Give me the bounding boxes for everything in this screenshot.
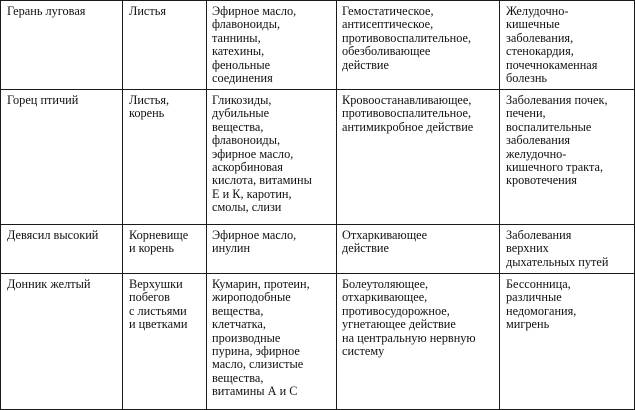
plant-part-cell: Листья, корень xyxy=(123,90,207,225)
pharmacological-action-cell: Болеутоляющее, отхаркивающее, противосудорожное, угнетающее действие на центральную нервную систему xyxy=(337,274,500,410)
plant-name-cell: Горец птичий xyxy=(1,90,123,225)
active-substances-cell: Эфирное масло, флавоноиды, таннины, катехины, фенольные соединения xyxy=(207,1,337,90)
pharmacological-action-cell: Гемостатическое, антисептическое, противовоспалительное, обезболивающее действие xyxy=(337,1,500,90)
table-row xyxy=(1,1,635,90)
indications-cell: Заболевания почек, печени, воспалительные заболевания желудочно- кишечного тракта, кровотечения xyxy=(500,90,635,225)
table-row xyxy=(1,225,635,274)
active-substances-cell: Гликозиды, дубильные вещества, флавоноиды, эфирное масло, аскорбиновая кислота, витамины E и К, каротин, смолы, слизи xyxy=(207,90,337,225)
active-substances-cell: Эфирное масло, инулин xyxy=(207,225,337,274)
pharmacological-action-cell: Отхаркивающее действие xyxy=(337,225,500,274)
plant-name-cell: Донник желтый xyxy=(1,274,123,410)
plant-name-cell: Девясил высокий xyxy=(1,225,123,274)
plant-name-cell: Герань луговая xyxy=(1,1,123,90)
plant-part-cell: Корневище и корень xyxy=(123,225,207,274)
indications-cell: Желудочно- кишечные заболевания, стенокардия, почечнокаменная болезнь xyxy=(500,1,635,90)
plant-part-cell: Листья xyxy=(123,1,207,90)
active-substances-cell: Кумарин, протеин, жироподобные вещества, клетчатка, производные пурина, эфирное масло, слизистые вещества, витамины А и С xyxy=(207,274,337,410)
table-row xyxy=(1,274,635,410)
pharmacological-action-cell: Кровоостанавливающее, противовоспалительное, антимикробное действие xyxy=(337,90,500,225)
indications-cell: Бессонница, различные недомогания, мигрень xyxy=(500,274,635,410)
indications-cell: Заболевания верхних дыхательных путей xyxy=(500,225,635,274)
table-row xyxy=(1,90,635,225)
plant-part-cell: Верхушки побегов с листьями и цветками xyxy=(123,274,207,410)
